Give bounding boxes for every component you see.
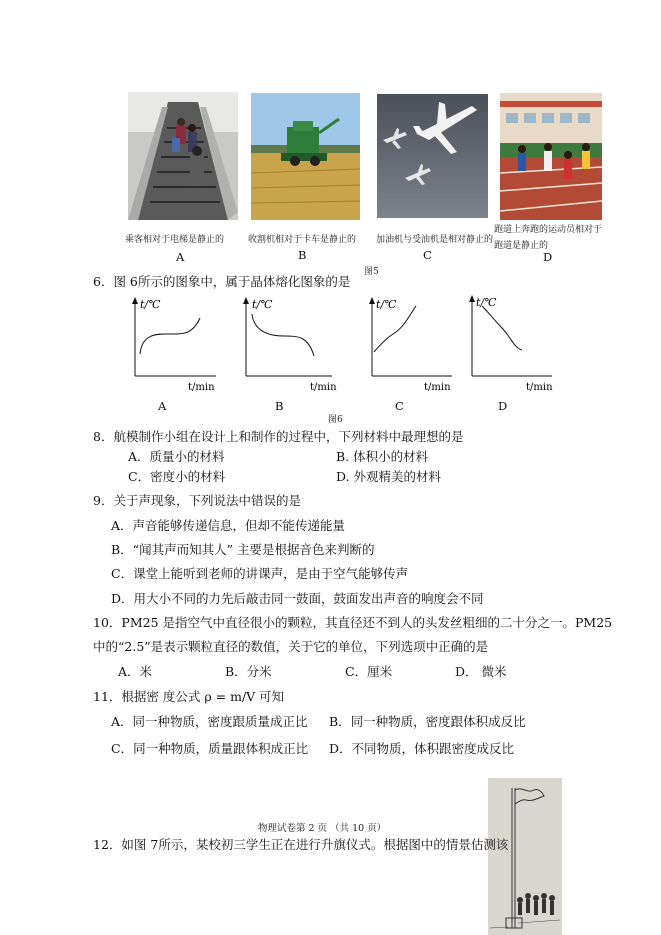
- q9-option-d: D．用大小不同的力先后敲击同一鼓面，鼓面发出声音的响度会不同: [111, 591, 484, 606]
- fig6-c-xlabel: t/min: [424, 382, 451, 392]
- q10-line2: 中的“2.5”是表示颗粒直径的数值，关于它的单位，下列选项中正确的是: [93, 639, 489, 654]
- q8-option-c: C．密度小的材料: [128, 469, 226, 484]
- q10-option-c: C．厘米: [345, 664, 393, 679]
- q8-option-d: D. 外观精美的材料: [336, 469, 442, 484]
- fig5-letter-a: A: [176, 250, 185, 264]
- q9-text: 9．关于声现象，下列说法中错误的是: [93, 493, 301, 508]
- fig6-letter-c: C: [395, 399, 404, 413]
- q10-option-a: A．米: [118, 664, 153, 679]
- q8-option-a: A．质量小的材料: [128, 449, 225, 464]
- fig6-a-ylabel: t/℃: [140, 298, 161, 311]
- fig6-letter-a: A: [158, 399, 167, 413]
- q10-line1: 10．PM25 是指空气中直径很小的颗粒，其直径还不到人的头发丝粗细的二十分之一。PM25: [93, 615, 613, 630]
- photo-runners: [500, 93, 602, 220]
- fig6-b-ylabel: t/℃: [252, 298, 273, 311]
- q10-option-d: D． 微米: [455, 664, 507, 679]
- q10-option-b: B．分米: [225, 664, 272, 679]
- photo-harvester: [251, 93, 360, 220]
- fig7-flag-raising-sketch: [488, 778, 562, 935]
- fig6-a-xlabel: t/min: [188, 382, 215, 392]
- fig6-graph-a: [120, 292, 220, 392]
- fig5-caption-d-line1: 跑道上奔跑的运动员相对于: [494, 225, 603, 235]
- fig6-letter-d: D: [498, 399, 508, 413]
- fig5-caption-c: 加油机与受油机是相对静止的: [376, 235, 494, 245]
- fig5-caption-a: 乘客相对于电梯是静止的: [125, 235, 225, 245]
- fig6-d-xlabel: t/min: [526, 382, 553, 392]
- fig6-graph-d: [460, 290, 556, 392]
- fig6-label: 图6: [328, 415, 343, 425]
- fig6-d-ylabel: t/℃: [476, 296, 497, 309]
- q9-option-c: C．课堂上能听到老师的讲课声，是由于空气能够传声: [111, 566, 409, 581]
- q8-text: 8．航模制作小组在设计上和制作的过程中，下列材料中最理想的是: [93, 429, 464, 444]
- fig6-graph-b: [232, 292, 337, 392]
- q12-text: 12．如图 7所示，某校初三学生正在进行升旗仪式。根据图中的情景估测该: [93, 837, 509, 852]
- q11-option-b: B．同一种物质，密度跟体积成反比: [329, 714, 526, 729]
- q11-option-d: D．不同物质，体积跟密度成反比: [329, 741, 515, 756]
- photo-refueling-planes: [377, 94, 488, 218]
- q6-text: 6．图 6所示的图象中，属于晶体熔化图象的是: [93, 274, 351, 289]
- fig5-caption-b: 收割机相对于卡车是静止的: [248, 235, 357, 245]
- fig5-caption-d-line2: 跑道是静止的: [494, 241, 549, 251]
- q9-option-b: B．“闻其声而知其人” 主要是根据音色来判断的: [111, 542, 375, 557]
- q11-text: 11．根据密 度公式 ρ = m/V 可知: [93, 689, 285, 704]
- fig6-b-xlabel: t/min: [310, 382, 337, 392]
- fig6-letter-b: B: [275, 399, 284, 413]
- fig6-graph-c: [360, 292, 455, 392]
- fig5-letter-c: C: [423, 248, 432, 262]
- q11-option-a: A．同一种物质，密度跟质量成正比: [111, 714, 308, 729]
- photo-escalator: [128, 92, 238, 220]
- fig5-letter-d: D: [543, 250, 553, 264]
- q11-option-c: C．同一种物质，质量跟体积成正比: [111, 741, 309, 756]
- page-footer: 物理试卷第 2 页 （共 10 页）: [258, 823, 387, 834]
- fig5-letter-b: B: [298, 248, 307, 262]
- fig6-c-ylabel: t/℃: [376, 298, 397, 311]
- fig5-label: 图5: [364, 267, 379, 277]
- q8-option-b: B. 体积小的材料: [336, 449, 429, 464]
- q9-option-a: A．声音能够传递信息，但却不能传递能量: [111, 518, 346, 533]
